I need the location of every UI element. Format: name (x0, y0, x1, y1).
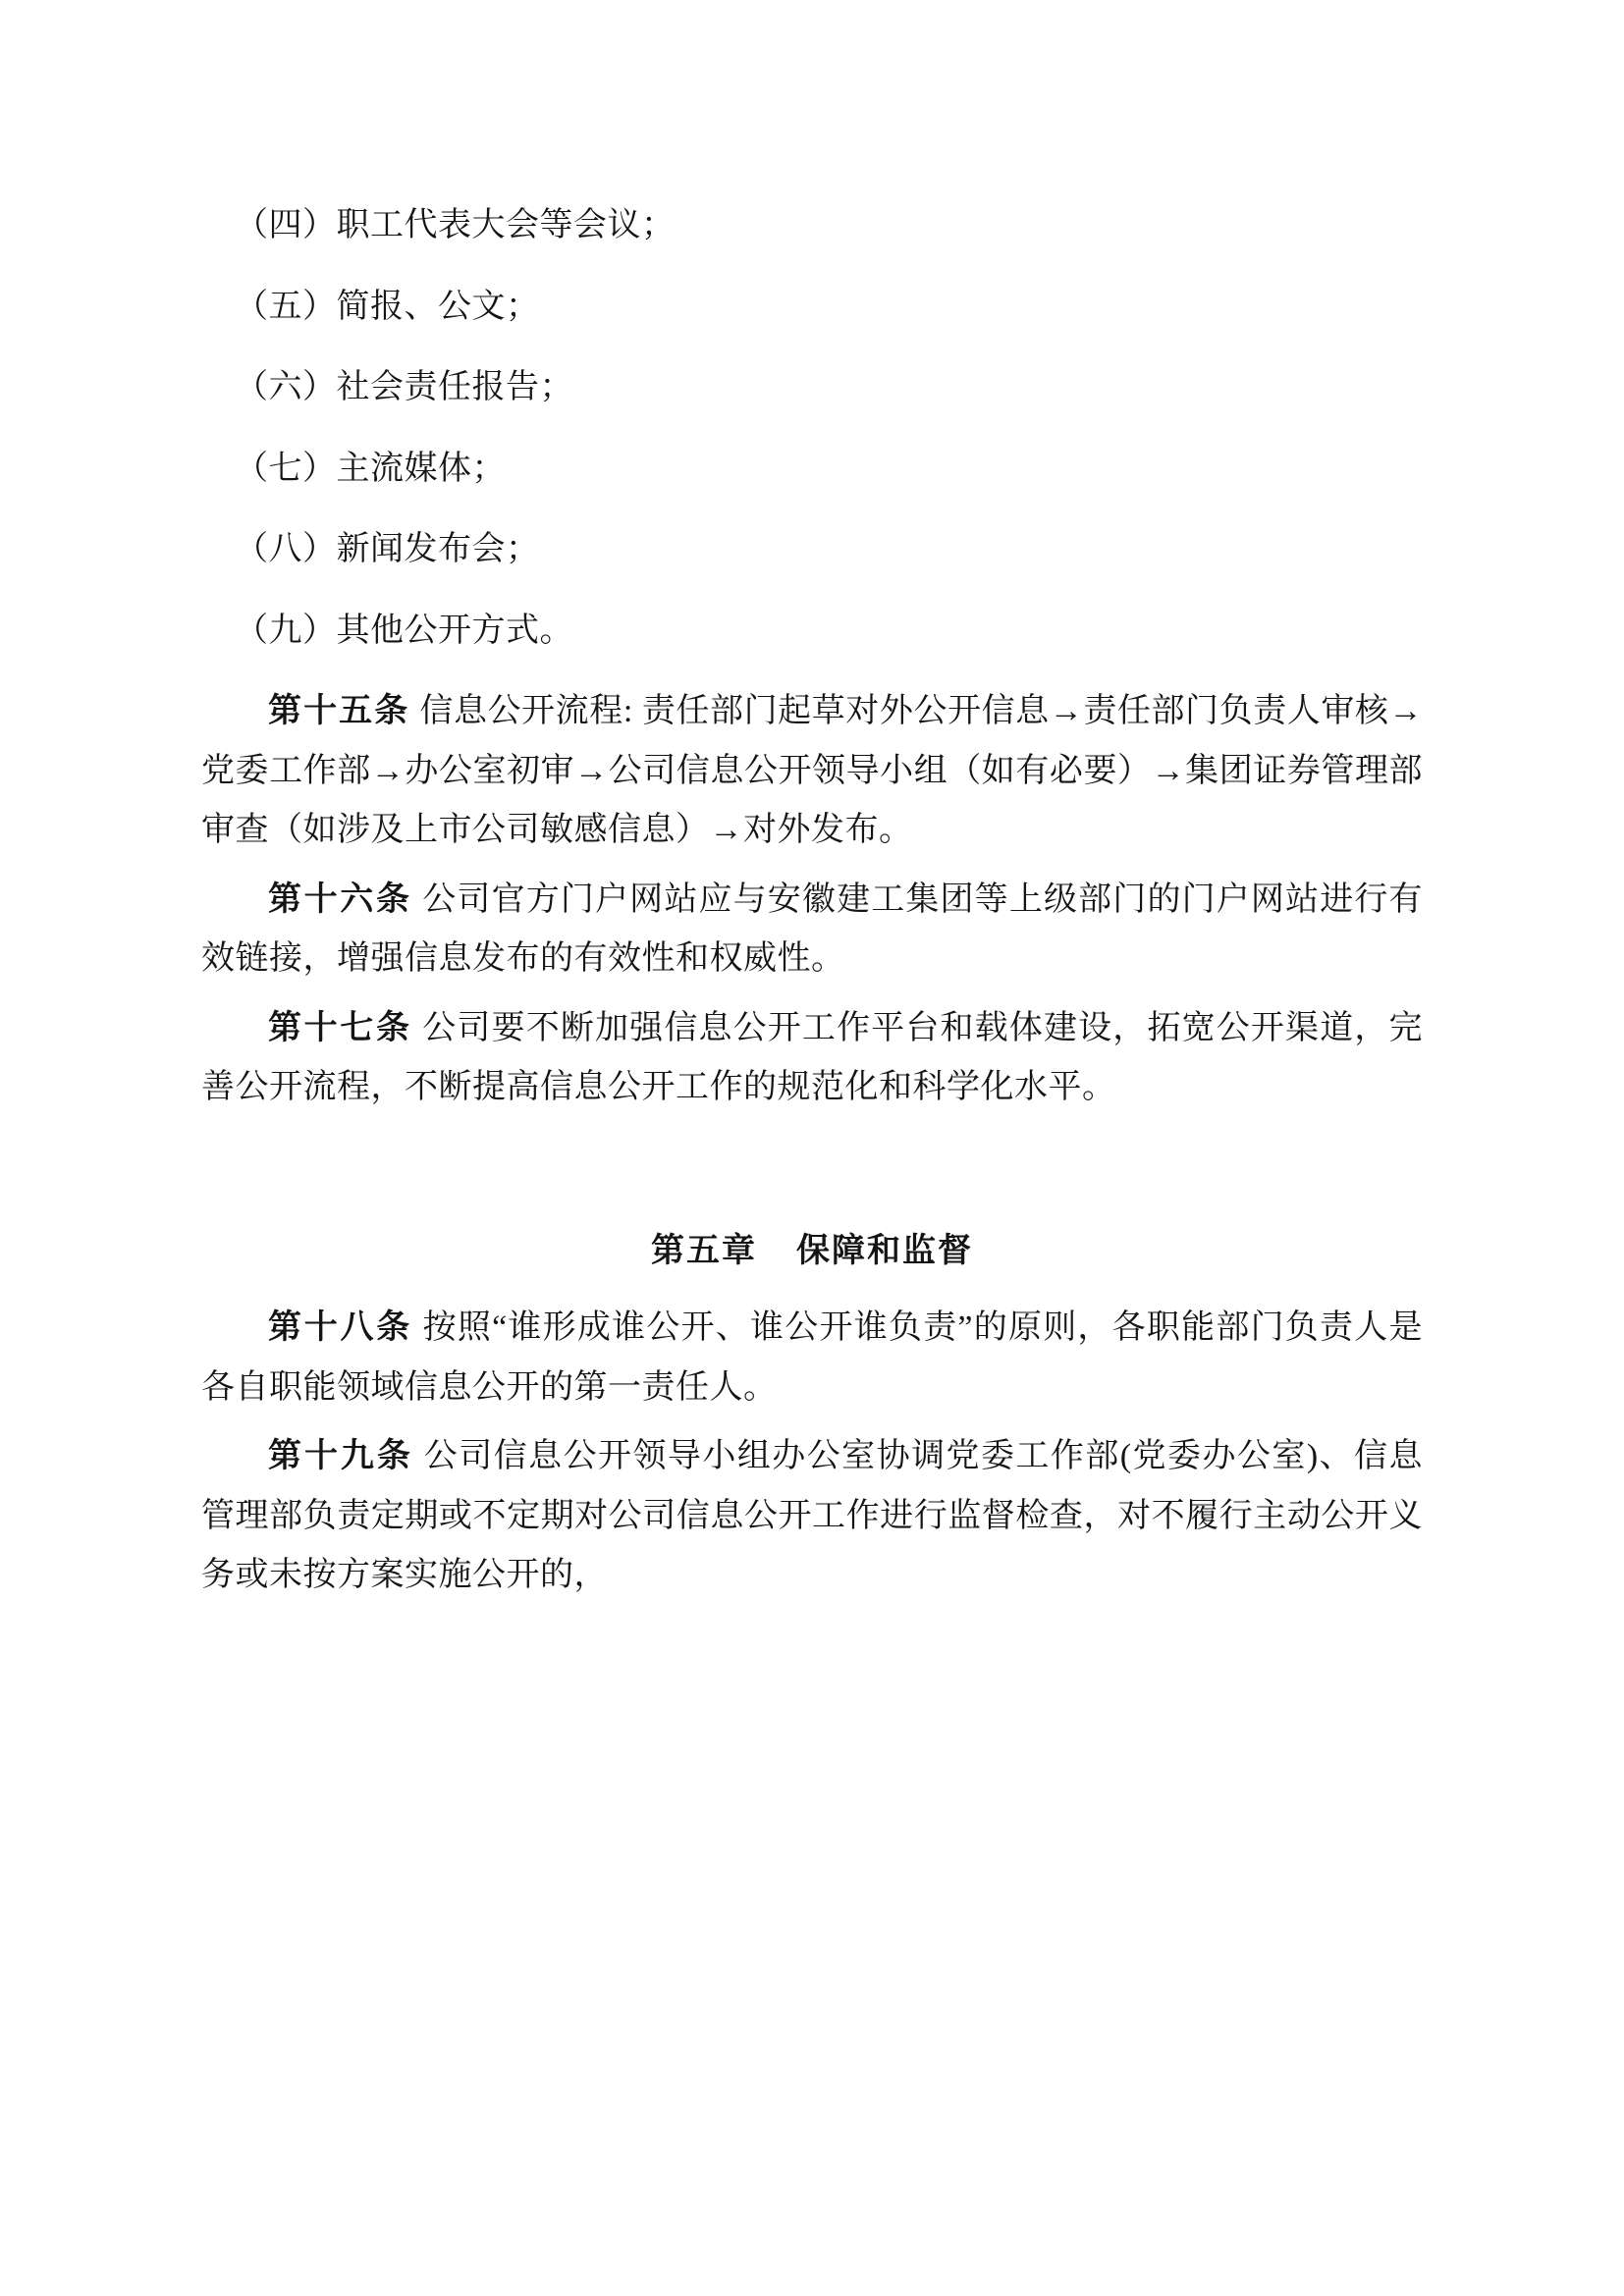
article-paragraph (201, 1299, 1423, 1417)
list-item: （七）主流媒体； (235, 450, 506, 487)
article-text: 公司要不断加强信息公开工作平台和载体建设，拓宽公开渠道，完善公开流程，不断提高信息公开工作的规范化和科学化水平。 (201, 1009, 1424, 1106)
article-text: 信息公开流程: 责任部门起草对外公开信息→责任部门负责人审核→党委工作部→办公室初审→公司信息公开领导小组（如有必要）→集团证券管理部审查（如涉及上市公司敏感信息）→对外发布。 (201, 693, 1424, 849)
chapter-number: 第五章 (651, 1232, 757, 1269)
article-number: 第十八条 (268, 1309, 412, 1347)
article-paragraph (201, 1427, 1423, 1606)
list-item: （九）其他公开方式。 (235, 612, 573, 649)
list-item: （八）新闻发布会； (235, 531, 540, 568)
article-paragraph (201, 682, 1423, 861)
article-number: 第十七条 (268, 1009, 412, 1046)
chapter-heading (201, 1222, 1423, 1282)
article-paragraph (201, 871, 1423, 989)
list-item: （五）简报、公文； (235, 288, 540, 325)
article-text: 公司官方门户网站应与安徽建工集团等上级部门的门户网站进行有效链接，增强信息发布的有效性和权威性。 (201, 881, 1424, 978)
document-body (201, 196, 1423, 1606)
list-item: （四）职工代表大会等会议； (235, 207, 676, 243)
list-item: （六）社会责任报告； (235, 369, 573, 406)
article-paragraph (201, 999, 1423, 1118)
chapter-title: 保障和监督 (796, 1232, 973, 1269)
section-spacer (201, 1128, 1423, 1161)
article-number: 第十六条 (268, 881, 412, 918)
ordered-list (201, 196, 1423, 661)
article-text: 按照“谁形成谁公开、谁公开谁负责”的原则，各职能部门负责人是各自职能领域信息公开的第一责任人。 (201, 1309, 1423, 1406)
article-text: 公司信息公开领导小组办公室协调党委工作部(党委办公室)、信息管理部负责定期或不定期对公司信息公开工作进行监督检查，对不履行主动公开义务或未按方案实施公开的， (201, 1438, 1423, 1594)
article-number: 第十五条 (268, 693, 410, 730)
article-number: 第十九条 (268, 1438, 413, 1475)
